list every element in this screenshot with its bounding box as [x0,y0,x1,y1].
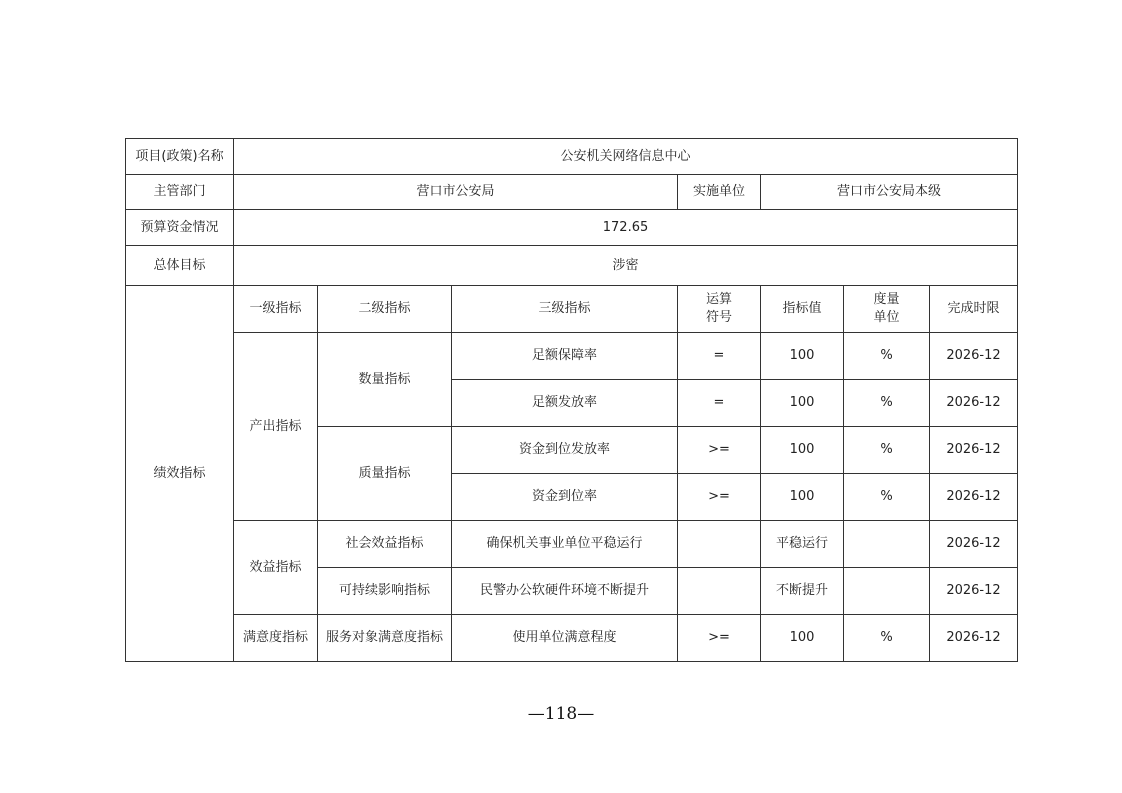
unit-header-line2: 单位 [873,310,900,325]
operator-header-line1: 运算 [705,292,732,307]
overall-goal-row [126,246,1018,286]
indicator-deadline: 2026-12 [930,380,1018,427]
indicator-value: 平稳运行 [761,521,844,568]
budget-value: 172.65 [234,210,1018,246]
column-header-deadline: 完成时限 [930,286,1018,333]
column-header-level2: 二级指标 [318,286,452,333]
benefit-indicator-group: 效益指标 [234,521,318,615]
column-header-unit [844,286,930,333]
page-number: —118— [527,704,595,724]
indicator-name: 足额发放率 [452,380,678,427]
indicator-unit [844,521,930,568]
indicator-deadline: 2026-12 [930,474,1018,521]
indicator-operator: >= [678,474,761,521]
indicator-name: 足额保障率 [452,333,678,380]
social-benefit-subgroup: 社会效益指标 [318,521,452,568]
indicator-name: 资金到位发放率 [452,427,678,474]
indicator-unit: % [844,615,930,662]
budget-label: 预算资金情况 [126,210,234,246]
indicator-value: 100 [761,333,844,380]
indicator-deadline: 2026-12 [930,427,1018,474]
sustainable-impact-subgroup: 可持续影响指标 [318,568,452,615]
project-name-label: 项目(政策)名称 [126,139,234,175]
indicator-operator: = [678,380,761,427]
indicator-unit [844,568,930,615]
indicator-row [126,615,1018,662]
unit-header-line1: 度量 [873,292,900,307]
column-header-level1: 一级指标 [234,286,318,333]
indicator-header-row [126,286,1018,333]
indicator-value: 100 [761,615,844,662]
output-indicator-group: 产出指标 [234,333,318,521]
column-header-value: 指标值 [761,286,844,333]
department-value: 营口市公安局 [234,175,678,210]
column-header-level3: 三级指标 [452,286,678,333]
indicator-unit: % [844,474,930,521]
operator-header-line2: 符号 [705,310,732,325]
performance-indicators-label: 绩效指标 [126,286,234,662]
indicator-value: 100 [761,427,844,474]
indicator-name: 民警办公软硬件环境不断提升 [452,568,678,615]
indicator-value: 100 [761,474,844,521]
budget-row [126,210,1018,246]
indicator-unit: % [844,427,930,474]
indicator-operator: >= [678,615,761,662]
indicator-value: 不断提升 [761,568,844,615]
project-name-value: 公安机关网络信息中心 [234,139,1018,175]
project-name-row [126,139,1018,175]
indicator-deadline: 2026-12 [930,521,1018,568]
overall-goal-value: 涉密 [234,246,1018,286]
service-satisfaction-subgroup: 服务对象满意度指标 [318,615,452,662]
indicator-row [126,333,1018,380]
indicator-operator: >= [678,427,761,474]
indicator-deadline: 2026-12 [930,568,1018,615]
overall-goal-label: 总体目标 [126,246,234,286]
performance-table [125,138,1018,662]
indicator-operator [678,568,761,615]
indicator-name: 资金到位率 [452,474,678,521]
implementing-unit-value: 营口市公安局本级 [761,175,1018,210]
indicator-unit: % [844,333,930,380]
quantity-indicator-subgroup: 数量指标 [318,333,452,427]
column-header-operator [678,286,761,333]
implementing-unit-label: 实施单位 [678,175,761,210]
indicator-value: 100 [761,380,844,427]
indicator-deadline: 2026-12 [930,615,1018,662]
indicator-operator: = [678,333,761,380]
department-row [126,175,1018,210]
indicator-row [126,521,1018,568]
indicator-operator [678,521,761,568]
satisfaction-indicator-group: 满意度指标 [234,615,318,662]
department-label: 主管部门 [126,175,234,210]
indicator-unit: % [844,380,930,427]
quality-indicator-subgroup: 质量指标 [318,427,452,521]
indicator-name: 使用单位满意程度 [452,615,678,662]
indicator-name: 确保机关事业单位平稳运行 [452,521,678,568]
indicator-deadline: 2026-12 [930,333,1018,380]
